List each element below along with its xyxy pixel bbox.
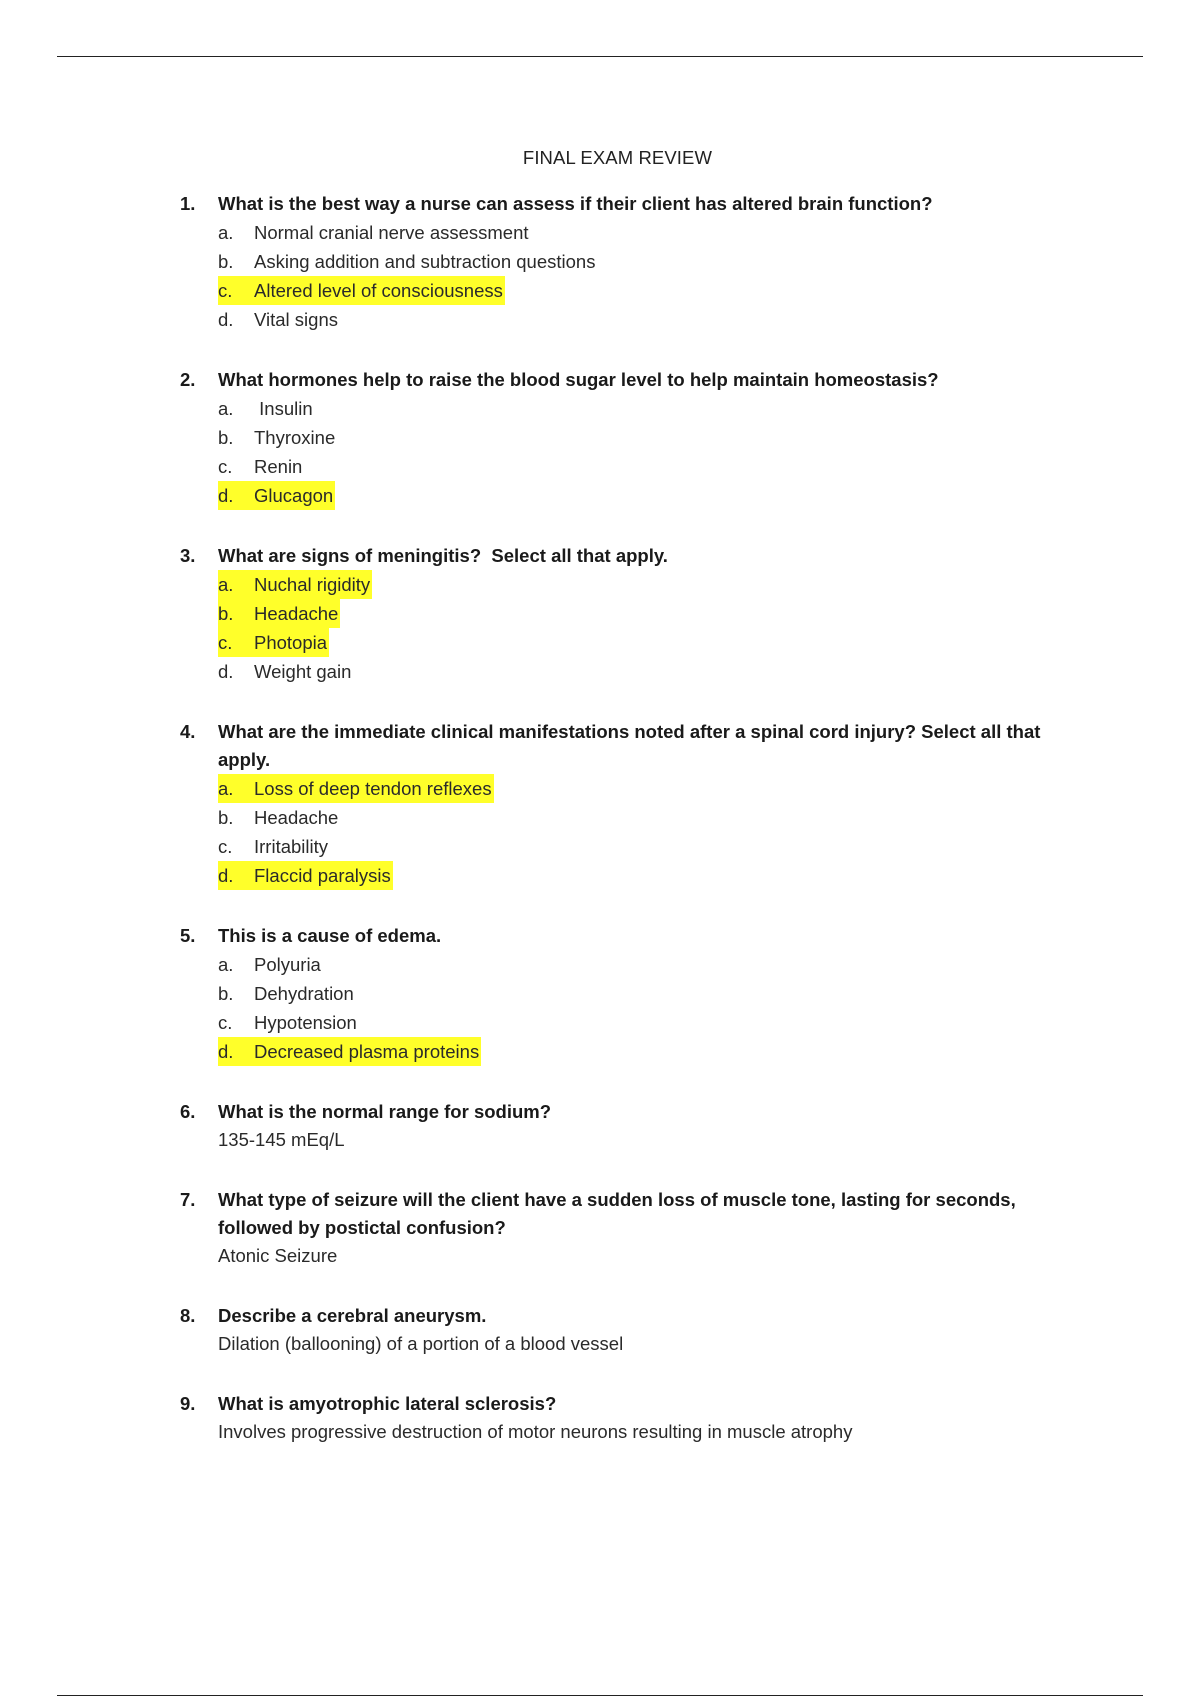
option-c-highlighted [218,276,1090,305]
question-number: 5. [180,925,196,946]
question-row [180,922,1090,950]
question-row [180,718,1090,774]
question-row [180,190,1090,218]
option-text: Thyroxine [254,427,336,448]
option-letter: b. [218,427,234,448]
option-text: Nuchal rigidity [254,574,371,595]
question-text: What is the normal range for sodium? [218,1101,552,1122]
question-number: 9. [180,1393,196,1414]
option-text: Renin [254,456,303,477]
option-text: Loss of deep tendon reflexes [254,778,492,799]
question-number: 7. [180,1189,196,1210]
option-text: Headache [254,807,339,828]
question-text: This is a cause of edema. [218,925,442,946]
question-number: 1. [180,193,196,214]
question-6 [180,1098,1090,1154]
option-letter: c. [218,836,233,857]
option-text: Dehydration [254,983,354,1004]
option-a-highlighted [218,570,1090,599]
option-letter: d. [218,1041,234,1062]
document-title: FINAL EXAM REVIEW [522,147,713,168]
option-letter: a. [218,222,234,243]
option-text: Glucagon [254,485,334,506]
option-b [218,247,1090,276]
answer-text: Atonic Seizure [218,1245,338,1266]
option-text: Hypotension [254,1012,357,1033]
options-list [218,950,1090,1066]
option-text: Irritability [254,836,329,857]
question-8 [180,1302,1090,1358]
header-rule [57,56,1143,57]
question-number: 3. [180,545,196,566]
question-7 [180,1186,1090,1270]
option-letter: b. [218,983,234,1004]
question-2 [180,366,1090,510]
option-letter: c. [218,632,233,653]
option-letter: a. [218,778,234,799]
option-c [218,832,1090,861]
question-text: What is the best way a nurse can assess if their client has altered brain function? [218,193,933,214]
option-letter: d. [218,661,234,682]
answer-highlight [218,774,494,803]
option-letter: a. [218,398,234,419]
question-row [180,1302,1090,1330]
option-text: Vital signs [254,309,338,330]
option-text: Flaccid paralysis [254,865,391,886]
option-d-highlighted [218,1037,1090,1066]
option-text: Polyuria [254,954,321,975]
option-d [218,657,1090,686]
option-letter: d. [218,309,234,330]
option-c [218,452,1090,481]
option-letter: a. [218,954,234,975]
question-9 [180,1390,1090,1446]
option-letter: b. [218,603,234,624]
footer-rule [57,1695,1143,1696]
answer-highlight [218,628,329,657]
option-a-highlighted [218,774,1090,803]
question-4 [180,718,1090,890]
question-text: What hormones help to raise the blood sugar level to help maintain homeostasis? [218,369,939,390]
option-c [218,1008,1090,1037]
answer-highlight [218,1037,481,1066]
question-text: What are the immediate clinical manifestations noted after a spinal cord injury? Select all that apply. [218,721,1041,770]
option-letter: b. [218,807,234,828]
option-text: Asking addition and subtraction questions [254,251,596,272]
option-a [218,394,1090,423]
option-d-highlighted [218,481,1090,510]
option-letter: c. [218,1012,233,1033]
question-3 [180,542,1090,686]
options-list [218,394,1090,510]
option-a [218,218,1090,247]
question-text: What is amyotrophic lateral sclerosis? [218,1393,557,1414]
answer-text: Involves progressive destruction of motor neurons resulting in muscle atrophy [218,1421,853,1442]
answer-text: 135-145 mEq/L [218,1129,345,1150]
question-text: What are signs of meningitis? Select all that apply. [218,545,668,566]
options-list [218,570,1090,686]
option-text: Weight gain [254,661,352,682]
answer-text: Dilation (ballooning) of a portion of a blood vessel [218,1333,624,1354]
answer-highlight [218,861,393,890]
option-text: Photopia [254,632,328,653]
option-letter: d. [218,485,234,506]
answer-highlight [218,276,505,305]
option-text: Headache [254,603,339,624]
question-number: 4. [180,721,196,742]
option-text: Normal cranial nerve assessment [254,222,529,243]
question-number: 2. [180,369,196,390]
question-5 [180,922,1090,1066]
option-text: Altered level of consciousness [254,280,503,301]
option-letter: d. [218,865,234,886]
option-letter: c. [218,280,233,301]
option-a [218,950,1090,979]
option-letter: b. [218,251,234,272]
option-d-highlighted [218,861,1090,890]
question-1 [180,190,1090,334]
option-letter: c. [218,456,233,477]
options-list [218,218,1090,334]
option-text: Decreased plasma proteins [254,1041,480,1062]
option-b [218,423,1090,452]
option-b-highlighted [218,599,1090,628]
question-text: Describe a cerebral aneurysm. [218,1305,487,1326]
option-b [218,803,1090,832]
option-letter: a. [218,574,234,595]
option-text: Insulin [254,398,313,419]
question-number: 8. [180,1305,196,1326]
answer-highlight [218,570,372,599]
option-d [218,305,1090,334]
option-b [218,979,1090,1008]
question-number: 6. [180,1101,196,1122]
answer-highlight [218,481,335,510]
question-row [180,542,1090,570]
question-row [180,366,1090,394]
question-text: What type of seizure will the client have a sudden loss of muscle tone, lasting for seconds, followed by postictal confusion? [218,1189,1016,1238]
question-row [180,1098,1090,1126]
question-row [180,1186,1090,1242]
options-list [218,774,1090,890]
question-row [180,1390,1090,1418]
option-c-highlighted [218,628,1090,657]
answer-highlight [218,599,340,628]
